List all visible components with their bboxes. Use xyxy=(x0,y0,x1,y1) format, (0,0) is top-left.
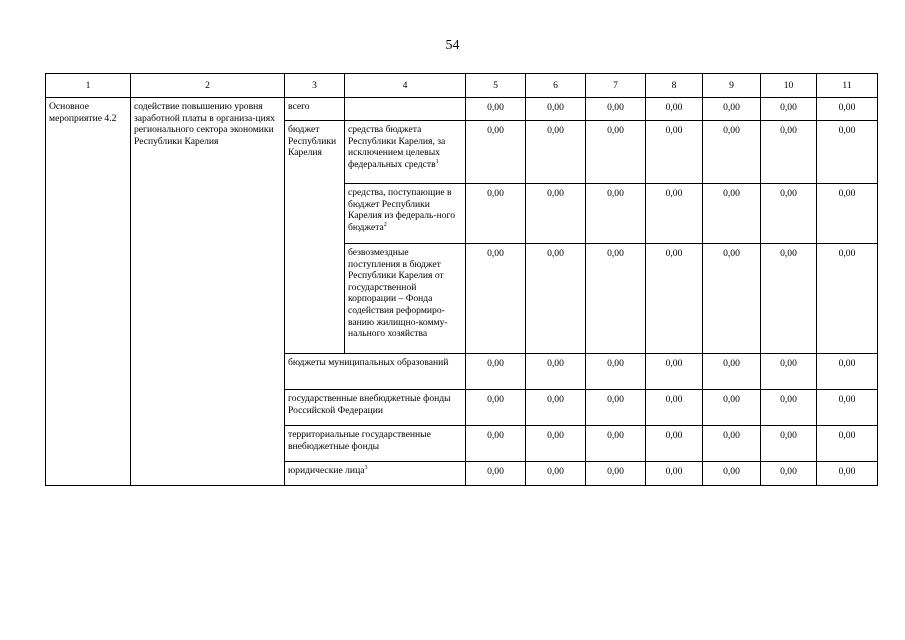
value-cell: 0,00 xyxy=(761,244,817,354)
value-cell: 0,00 xyxy=(703,426,761,462)
value-cell: 0,00 xyxy=(703,121,761,184)
page-number: 54 xyxy=(445,38,460,53)
value-cell: 0,00 xyxy=(526,98,586,121)
value-cell: 0,00 xyxy=(817,98,878,121)
value-cell: 0,00 xyxy=(646,390,703,426)
column-header: 6 xyxy=(526,74,586,98)
column-header: 9 xyxy=(703,74,761,98)
value-cell: 0,00 xyxy=(703,462,761,486)
value-cell: 0,00 xyxy=(817,354,878,390)
funding-subsource xyxy=(345,98,466,121)
value-cell: 0,00 xyxy=(761,121,817,184)
funding-subsource-text: средства бюджета Республики Карелия, за исключением целевых федеральных средств xyxy=(348,124,446,170)
value-cell: 0,00 xyxy=(526,244,586,354)
value-cell: 0,00 xyxy=(466,184,526,244)
value-cell: 0,00 xyxy=(761,98,817,121)
value-cell: 0,00 xyxy=(646,184,703,244)
column-header: 8 xyxy=(646,74,703,98)
value-cell: 0,00 xyxy=(646,426,703,462)
value-cell: 0,00 xyxy=(526,426,586,462)
funding-source: всего xyxy=(285,98,345,121)
value-cell: 0,00 xyxy=(817,390,878,426)
value-cell: 0,00 xyxy=(817,462,878,486)
funding-source: бюджет Республики Карелия xyxy=(285,121,345,354)
activity-description: содействие повышению уровня заработной платы в организа-циях регионального сектора экономики Республики Карелия xyxy=(131,98,285,486)
value-cell: 0,00 xyxy=(761,426,817,462)
value-cell: 0,00 xyxy=(646,462,703,486)
value-cell: 0,00 xyxy=(761,462,817,486)
value-cell: 0,00 xyxy=(586,354,646,390)
column-header-row xyxy=(46,74,878,98)
funding-source: территориальные государственные внебюджетные фонды xyxy=(285,426,466,462)
value-cell: 0,00 xyxy=(586,121,646,184)
column-header: 7 xyxy=(586,74,646,98)
value-cell: 0,00 xyxy=(466,462,526,486)
funding-subsource xyxy=(345,121,466,184)
value-cell: 0,00 xyxy=(646,121,703,184)
column-header: 4 xyxy=(345,74,466,98)
value-cell: 0,00 xyxy=(526,354,586,390)
value-cell: 0,00 xyxy=(466,244,526,354)
funding-subsource xyxy=(345,184,466,244)
value-cell: 0,00 xyxy=(586,98,646,121)
funding-subsource: безвозмездные поступления в бюджет Республики Карелия от государственной корпорации – Фонда содействия реформиро-ванию жилищно-комму-нального хозяйства xyxy=(345,244,466,354)
value-cell: 0,00 xyxy=(526,390,586,426)
column-header: 2 xyxy=(131,74,285,98)
value-cell: 0,00 xyxy=(586,244,646,354)
value-cell: 0,00 xyxy=(646,354,703,390)
value-cell: 0,00 xyxy=(817,244,878,354)
funding-subsource-text: средства, поступающие в бюджет Республики Карелия из федераль-ного бюджета xyxy=(348,187,456,233)
value-cell: 0,00 xyxy=(703,184,761,244)
value-cell: 0,00 xyxy=(586,426,646,462)
value-cell: 0,00 xyxy=(761,390,817,426)
column-header: 3 xyxy=(285,74,345,98)
value-cell: 0,00 xyxy=(703,244,761,354)
table-row xyxy=(46,98,878,121)
value-cell: 0,00 xyxy=(817,121,878,184)
value-cell: 0,00 xyxy=(586,390,646,426)
value-cell: 0,00 xyxy=(703,98,761,121)
column-header: 10 xyxy=(761,74,817,98)
value-cell: 0,00 xyxy=(646,244,703,354)
value-cell: 0,00 xyxy=(466,98,526,121)
funding-source xyxy=(285,462,466,486)
budget-table xyxy=(45,73,878,486)
footnote-mark: 2 xyxy=(383,221,387,228)
value-cell: 0,00 xyxy=(586,462,646,486)
value-cell: 0,00 xyxy=(466,390,526,426)
value-cell: 0,00 xyxy=(646,98,703,121)
funding-source: бюджеты муниципальных образований xyxy=(285,354,466,390)
column-header: 11 xyxy=(817,74,878,98)
value-cell: 0,00 xyxy=(466,354,526,390)
value-cell: 0,00 xyxy=(466,426,526,462)
column-header: 1 xyxy=(46,74,131,98)
column-header: 5 xyxy=(466,74,526,98)
funding-source-text: юридические лица xyxy=(288,465,365,476)
footnote-mark: 1 xyxy=(435,158,439,165)
value-cell: 0,00 xyxy=(526,462,586,486)
footnote-mark: 3 xyxy=(364,464,368,471)
value-cell: 0,00 xyxy=(817,426,878,462)
value-cell: 0,00 xyxy=(703,390,761,426)
value-cell: 0,00 xyxy=(526,184,586,244)
value-cell: 0,00 xyxy=(817,184,878,244)
value-cell: 0,00 xyxy=(526,121,586,184)
activity-name: Основное мероприятие 4.2 xyxy=(46,98,131,486)
value-cell: 0,00 xyxy=(466,121,526,184)
value-cell: 0,00 xyxy=(761,184,817,244)
value-cell: 0,00 xyxy=(703,354,761,390)
value-cell: 0,00 xyxy=(586,184,646,244)
value-cell: 0,00 xyxy=(761,354,817,390)
funding-source: государственные внебюджетные фонды Российской Федерации xyxy=(285,390,466,426)
